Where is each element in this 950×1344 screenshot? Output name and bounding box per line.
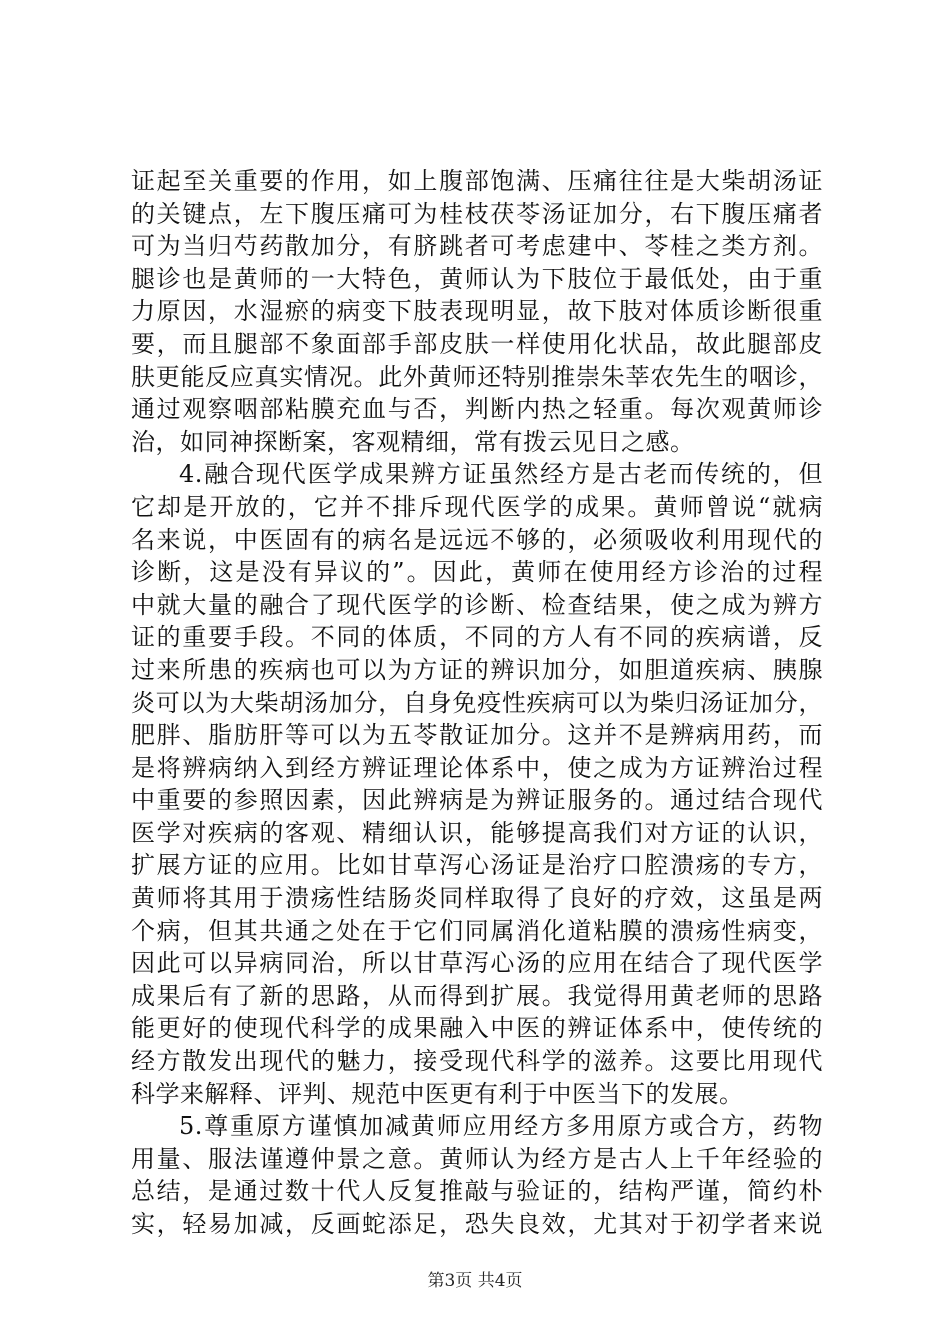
text-line: 医学对疾病的客观、精细认识，能够提高我们对方证的认识， [131,818,823,847]
text-line: 的关键点，左下腹压痛可为桂枝茯苓汤证加分，右下腹压痛者 [131,199,823,228]
text-line: 是将辨病纳入到经方辨证理论体系中，使之成为方证辨治过程 [131,753,823,782]
text-line: 肤更能反应真实情况。此外黄师还特别推崇朱莘农先生的咽诊， [131,362,823,391]
text-line: 个病，但其共通之处在于它们同属消化道粘膜的溃疡性病变， [131,916,823,945]
text-line: 力原因，水湿瘀的病变下肢表现明显，故下肢对体质诊断很重 [131,297,823,326]
text-line: 实，轻易加减，反画蛇添足，恐失良效，尤其对于初学者来说 [131,1210,823,1238]
text-line: 中就大量的融合了现代医学的诊断、检查结果，使之成为辨方 [131,590,823,619]
text-line: 经方散发出现代的魅力，接受现代科学的滋养。这要比用现代 [131,1047,823,1076]
text-line: 通过观察咽部粘膜充血与否，判断内热之轻重。每次观黄师诊 [131,395,823,424]
text-line: 炎可以为大柴胡汤加分，自身免疫性疾病可以为柴归汤证加分， [131,688,823,717]
page-footer: 第3页 共4页 [427,1271,523,1291]
text-line: 成果后有了新的思路，从而得到扩展。我觉得用黄老师的思路 [131,981,823,1010]
text-line: 能更好的使现代科学的成果融入中医的辨证体系中，使传统的 [131,1014,823,1043]
body-text [131,165,823,1241]
text-line: 因此可以异病同治，所以甘草泻心汤的应用在结合了现代医学 [131,949,823,978]
text-line: 治，如同神探断案，客观精细，常有拨云见日之感。 [131,427,695,456]
text-line: 可为当归芍药散加分，有脐跳者可考虑建中、苓桂之类方剂。 [131,232,823,261]
text-line: 中重要的参照因素，因此辨病是为辨证服务的。通过结合现代 [131,786,823,815]
text-line: 证的重要手段。不同的体质，不同的方人有不同的疾病谱，反 [131,623,823,652]
text-line: 证起至关重要的作用，如上腹部饱满、压痛往往是大柴胡汤证 [131,167,823,195]
text-line: 肥胖、脂肪肝等可以为五苓散证加分。这并不是辨病用药，而 [131,721,823,750]
text-line: 黄师将其用于溃疡性结肠炎同样取得了良好的疗效，这虽是两 [131,884,823,913]
text-line: 4.融合现代医学成果辨方证虽然经方是古老而传统的，但 [179,460,823,489]
text-line: 总结，是通过数十代人反复推敲与验证的，结构严谨，简约朴 [131,1177,823,1206]
text-line: 科学来解释、评判、规范中医更有利于中医当下的发展。 [131,1079,744,1108]
text-line: 腿诊也是黄师的一大特色，黄师认为下肢位于最低处，由于重 [131,264,823,293]
text-line: 要，而且腿部不象面部手部皮肤一样使用化状品，故此腿部皮 [131,329,823,358]
text-line: 扩展方证的应用。比如甘草泻心汤证是治疗口腔溃疡的专方， [131,851,823,880]
text-line: 用量、服法谨遵仲景之意。黄师认为经方是古人上千年经验的 [131,1144,823,1173]
text-line: 5.尊重原方谨慎加减黄师应用经方多用原方或合方，药物 [179,1112,823,1141]
text-line: 诊断，这是没有异议的”。因此，黄师在使用经方诊治的过程 [131,558,823,587]
text-line: 过来所患的疾病也可以为方证的辨识加分，如胆道疾病、胰腺 [131,655,823,684]
text-line: 它却是开放的，它并不排斥现代医学的成果。黄师曾说“就病 [131,492,823,521]
text-line: 名来说，中医固有的病名是远远不够的，必须吸收利用现代的 [131,525,823,554]
